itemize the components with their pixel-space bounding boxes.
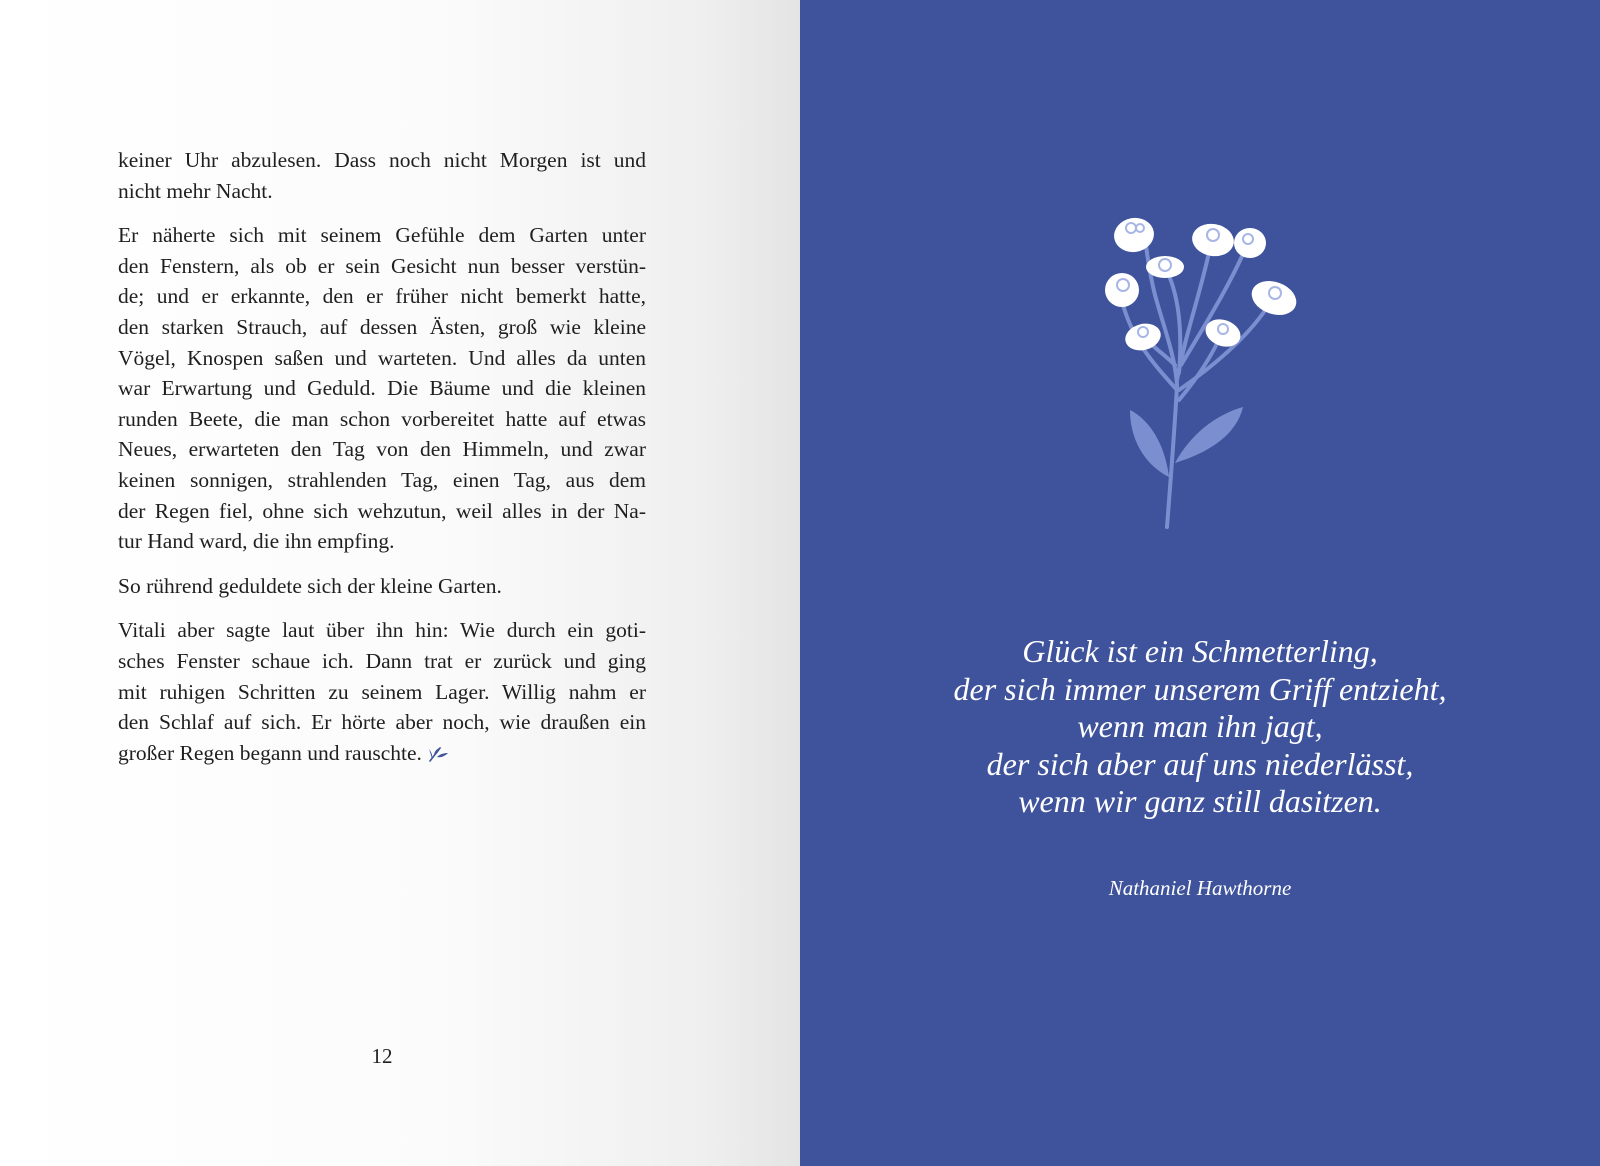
text-line-last — [118, 738, 646, 769]
text-line: de; und er erkannte, den er früher nicht bemerkt hatte, — [118, 284, 646, 309]
text-line: nicht mehr Nacht. — [118, 178, 273, 203]
quote-line: der sich immer unserem Griff entzieht, — [953, 670, 1447, 707]
quote-line: wenn man ihn jagt, — [1077, 708, 1323, 744]
text-line: sches Fenster schaue ich. Dann trat er zurück und ging — [118, 648, 646, 673]
text-line: mit ruhigen Schritten zu seinem Lager. Willig nahm er — [118, 679, 646, 704]
text-line: So rührend geduldete sich der kleine Garten. — [118, 573, 502, 598]
right-page — [800, 0, 1600, 1166]
text-line: der Regen fiel, ohne sich wehzutun, weil alles in der Na- — [118, 498, 646, 523]
paragraph — [118, 220, 646, 557]
paragraph — [118, 571, 646, 602]
text-line-content: großer Regen begann und rauschte. — [118, 740, 422, 765]
flower-icon — [1105, 215, 1335, 545]
quote — [800, 633, 1600, 821]
text-line: tur Hand ward, die ihn empfing. — [118, 529, 395, 554]
text-line: Er näherte sich mit seinem Gefühle dem Garten unter — [118, 223, 646, 248]
text-line: Vögel, Knospen saßen und warteten. Und alles da unten — [118, 345, 646, 370]
paragraph — [118, 145, 646, 206]
body-text — [118, 145, 646, 782]
text-line: runden Beete, die man schon vorbereitet hatte auf etwas — [118, 406, 646, 431]
text-line: den Schlaf auf sich. Er hörte aber noch, wie draußen ein — [118, 710, 646, 735]
quote-line: wenn wir ganz still dasitzen. — [1018, 783, 1382, 819]
page-number: 12 — [371, 1044, 393, 1068]
text-line: Vitali aber sagte laut über ihn hin: Wie durch ein goti- — [118, 618, 646, 643]
quote-line: Glück ist ein Schmetterling, — [1022, 633, 1378, 669]
quote-author: Nathaniel Hawthorne — [1108, 876, 1292, 900]
text-line: keiner Uhr abzulesen. Dass noch nicht Morgen ist und — [118, 148, 646, 172]
quote-line: der sich aber auf uns niederlässt, — [986, 745, 1414, 782]
text-line: den starken Strauch, auf dessen Ästen, groß wie kleine — [118, 314, 646, 339]
paragraph — [118, 615, 646, 768]
text-line: den Fenstern, als ob er sein Gesicht nun besser verstün- — [118, 253, 646, 278]
leaf-sprig-icon — [428, 744, 450, 762]
text-line: Neues, erwarteten den Tag von den Himmeln, und zwar — [118, 437, 646, 462]
text-line: keinen sonnigen, strahlenden Tag, einen Tag, aus dem — [118, 467, 646, 492]
text-line: war Erwartung und Geduld. Die Bäume und die kleinen — [118, 376, 646, 401]
